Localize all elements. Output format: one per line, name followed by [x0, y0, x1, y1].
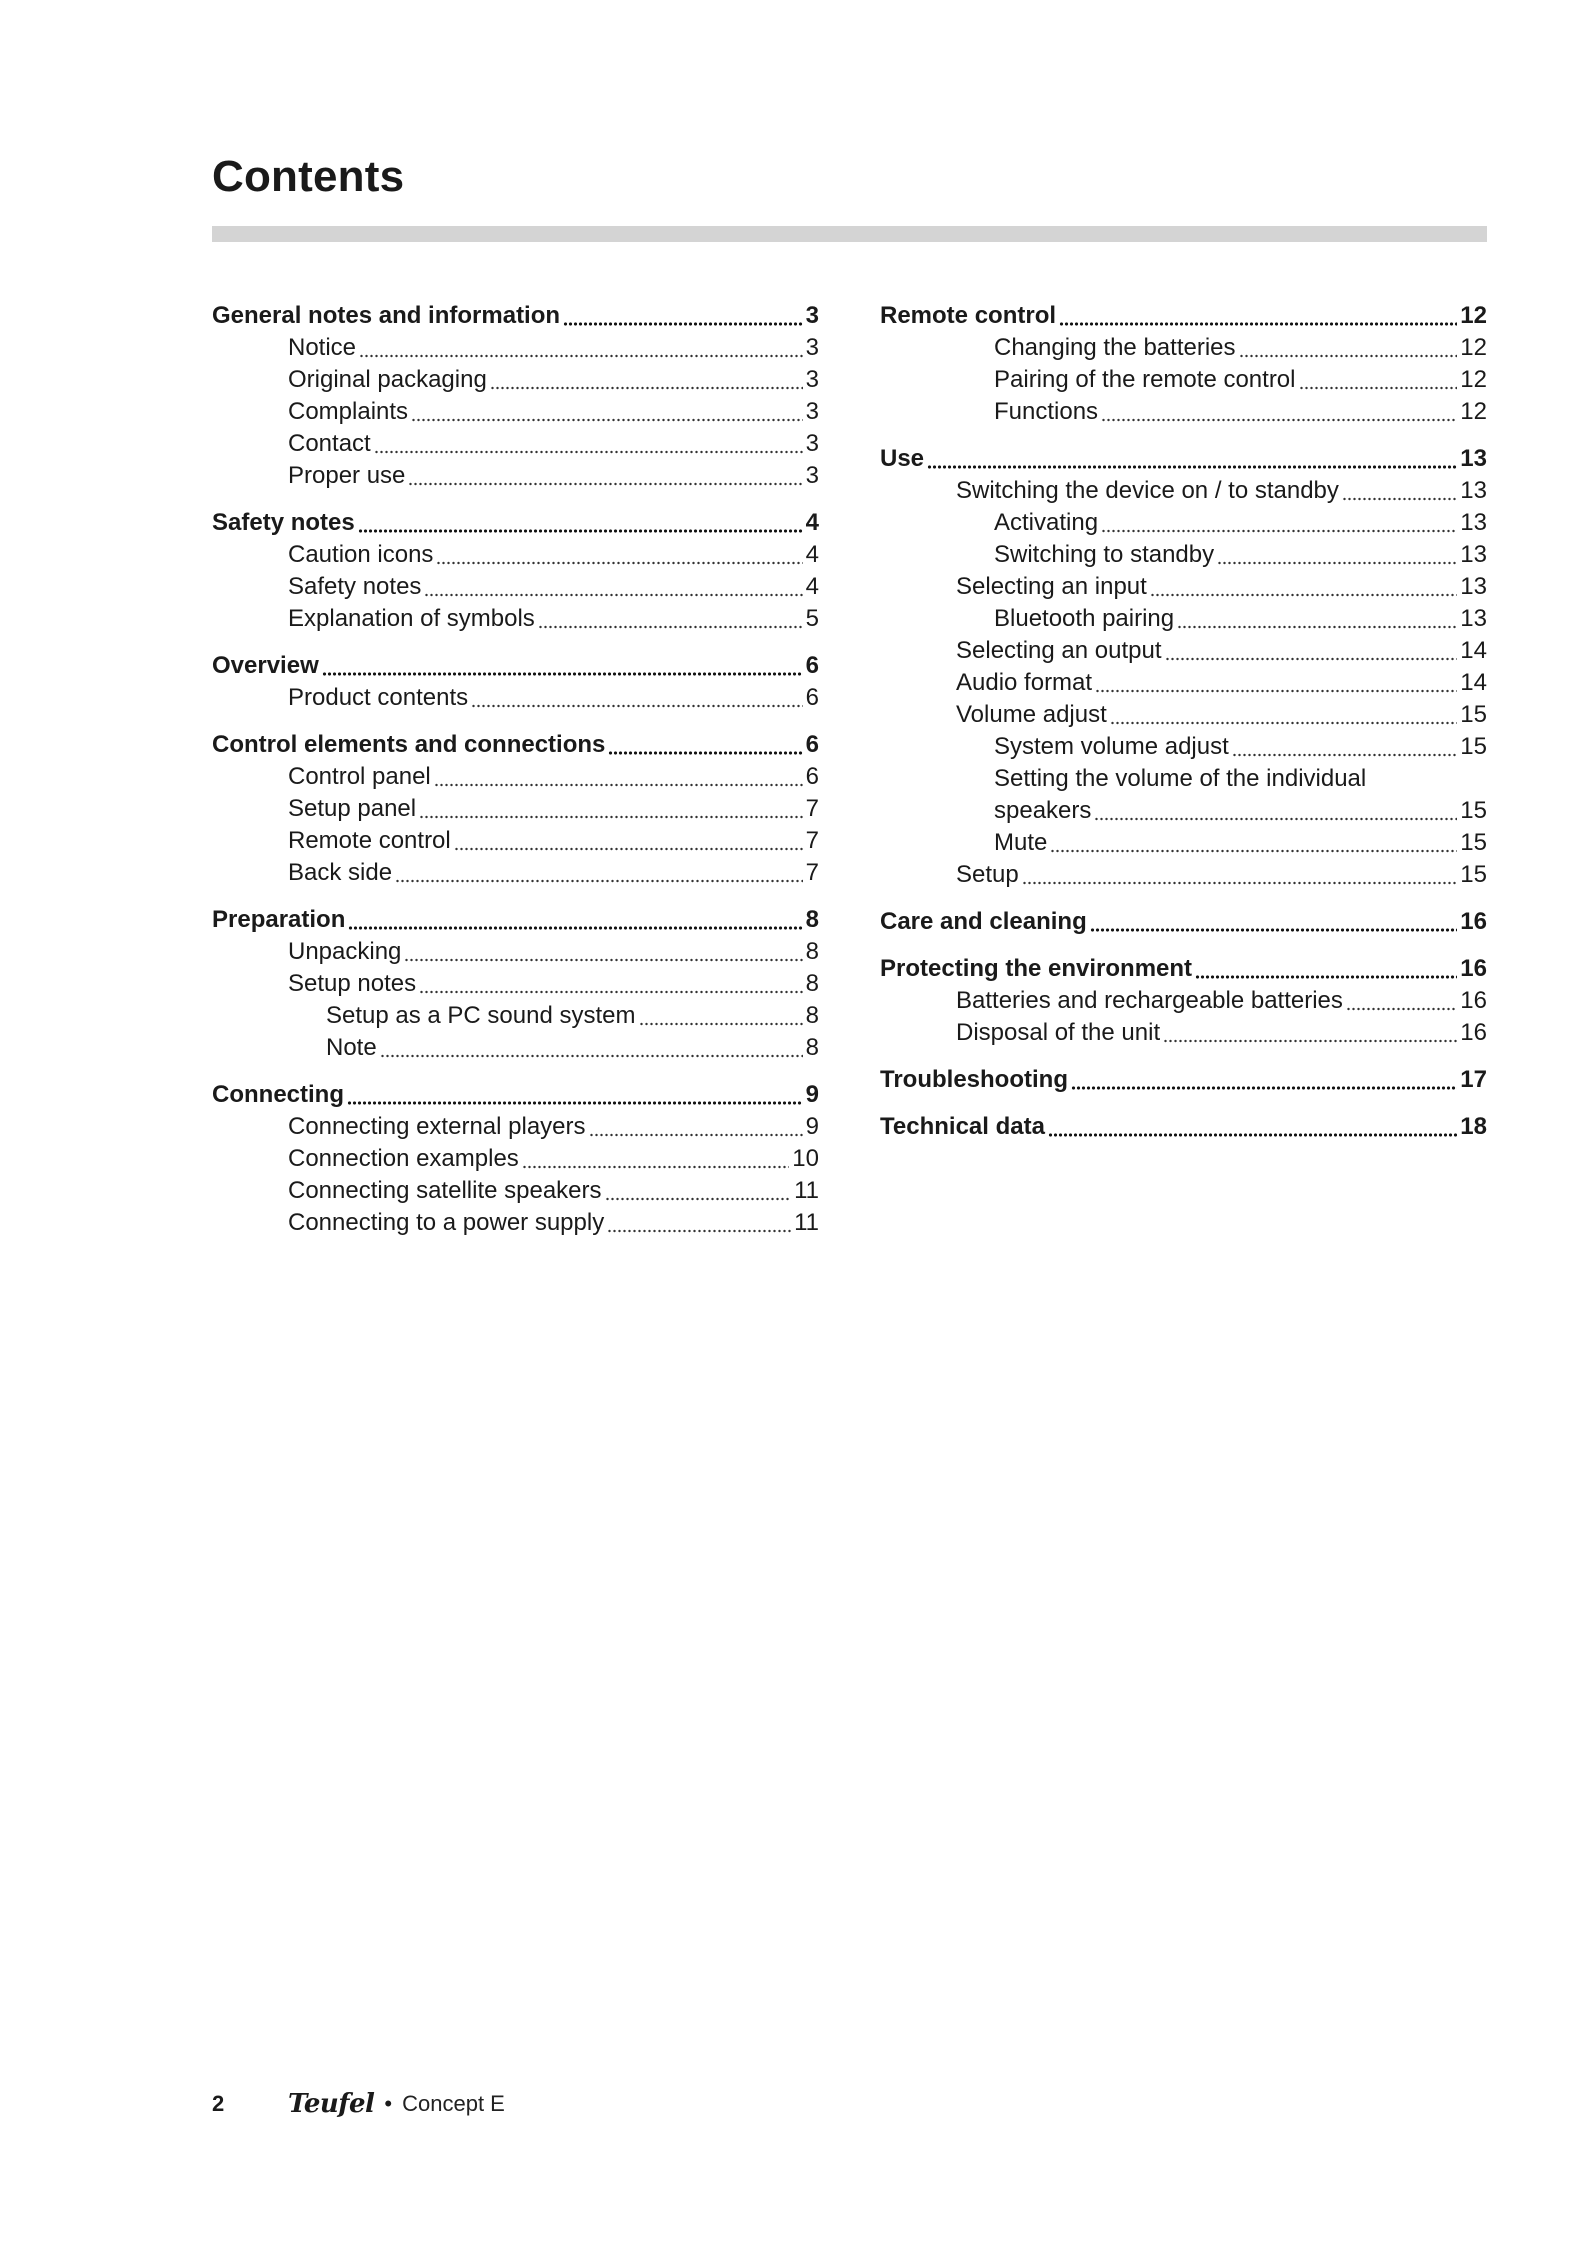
dot-leader [1217, 561, 1457, 565]
toc-entry-page-number: 8 [805, 906, 819, 933]
toc-entry-proper-use[interactable] [212, 460, 819, 492]
toc-entry-label: Safety notes [212, 509, 355, 536]
toc-section [880, 906, 1487, 938]
toc-entry-label: Mute [994, 829, 1048, 856]
toc-entry-label: Activating [994, 509, 1099, 536]
dot-leader [607, 1229, 791, 1233]
toc-entry-page-number: 16 [1460, 1019, 1487, 1046]
toc-entry-audio-format[interactable] [880, 667, 1487, 699]
dot-leader [1232, 753, 1458, 757]
toc-entry-label: Setup notes [288, 970, 417, 997]
toc-entry-page-number: 16 [1460, 987, 1487, 1014]
toc-entry-safety-notes[interactable] [212, 571, 819, 603]
dot-leader [436, 561, 802, 565]
toc-entry-protecting-the-environment[interactable] [880, 953, 1487, 985]
toc-section [212, 507, 819, 635]
toc-entry-connecting-to-a-power-supply[interactable] [212, 1207, 819, 1239]
dot-leader [608, 751, 802, 755]
toc-entry-system-volume-adjust[interactable] [880, 731, 1487, 763]
toc-entry-label: Connecting external players [288, 1113, 586, 1140]
toc-entry-label: Connecting to a power supply [288, 1209, 605, 1236]
toc-entry-page-number: 14 [1460, 669, 1487, 696]
toc-entry-page-number: 12 [1460, 398, 1487, 425]
dot-leader [411, 418, 803, 422]
toc-entry-page-number: 8 [805, 970, 819, 997]
toc-left-column [212, 300, 819, 1254]
toc-entry-note[interactable] [212, 1032, 819, 1064]
dot-leader [927, 465, 1457, 469]
dot-leader [395, 879, 803, 883]
toc-entry-label: Proper use [288, 462, 406, 489]
title-rule [212, 226, 1487, 242]
toc-entry-label: Connection examples [288, 1145, 519, 1172]
toc-entry-page-number: 13 [1460, 477, 1487, 504]
toc-entry-page-number: 8 [805, 938, 819, 965]
toc-entry-product-contents[interactable] [212, 682, 819, 714]
toc-entry-setup-as-a-pc-sound-system[interactable] [212, 1000, 819, 1032]
toc-entry-page-number: 3 [805, 302, 819, 329]
dot-leader [424, 593, 802, 597]
toc-entry-label: Setup [956, 861, 1019, 888]
dot-leader [605, 1197, 792, 1201]
toc-entry-label: Explanation of symbols [288, 605, 535, 632]
toc-entry-label: Control elements and connections [212, 731, 606, 758]
toc-entry-explanation-of-symbols[interactable] [212, 603, 819, 635]
footer-separator: • [384, 2091, 393, 2116]
dot-leader [374, 450, 803, 454]
dot-leader [589, 1133, 803, 1137]
toc-entry-unpacking[interactable] [212, 936, 819, 968]
dot-leader [471, 704, 803, 708]
toc-entry-use[interactable] [880, 443, 1487, 475]
toc-entry-page-number: 15 [1460, 797, 1487, 824]
toc-entry-label: speakers [994, 797, 1092, 824]
toc-entry-switching-the-device-on-to-standby[interactable] [880, 475, 1487, 507]
toc-entry-label: Use [880, 445, 925, 472]
toc-entry-mute[interactable] [880, 827, 1487, 859]
toc-entry-label: Original packaging [288, 366, 487, 393]
toc-entry-selecting-an-input[interactable] [880, 571, 1487, 603]
toc-section [212, 904, 819, 1064]
toc-entry-label: Overview [212, 652, 319, 679]
toc-entry-connecting-satellite-speakers[interactable] [212, 1175, 819, 1207]
dot-leader [1101, 418, 1457, 422]
toc-entry-page-number: 13 [1460, 509, 1487, 536]
toc-entry-page-number: 16 [1460, 908, 1487, 935]
toc-entry-label: Note [326, 1034, 377, 1061]
toc-entry-label: Remote control [880, 302, 1057, 329]
toc-entry-page-number: 6 [805, 684, 819, 711]
toc-section [880, 443, 1487, 891]
page-title: Contents [212, 152, 405, 201]
toc-entry-page-number: 7 [805, 859, 819, 886]
toc-entry-label: Functions [994, 398, 1099, 425]
toc-entry-overview[interactable] [212, 650, 819, 682]
toc-entry-page-number: 16 [1460, 955, 1487, 982]
dot-leader [1163, 1039, 1457, 1043]
toc-section [212, 650, 819, 714]
toc-entry-control-panel[interactable] [212, 761, 819, 793]
toc-entry-selecting-an-output[interactable] [880, 635, 1487, 667]
toc-entry-label: Setting the volume of the individual [994, 765, 1367, 792]
toc-entry-label: Selecting an input [956, 573, 1147, 600]
toc-section [880, 300, 1487, 428]
toc-entry-setup[interactable] [880, 859, 1487, 891]
dot-leader [1090, 928, 1458, 932]
toc-entry-page-number: 15 [1460, 861, 1487, 888]
toc-entry-caution-icons[interactable] [212, 539, 819, 571]
dot-leader [1110, 721, 1458, 725]
toc-entry-label: Safety notes [288, 573, 422, 600]
toc-entry-page-number: 3 [805, 366, 819, 393]
toc-entry-page-number: 10 [792, 1145, 819, 1172]
dot-leader [1101, 529, 1457, 533]
toc-entry-label: Switching to standby [994, 541, 1215, 568]
toc-entry-label: Switching the device on / to standby [956, 477, 1339, 504]
dot-leader [1195, 975, 1457, 979]
toc-entry-label: Setup panel [288, 795, 417, 822]
toc-entry-setting-the-volume-of-the-individual[interactable] [880, 763, 1487, 795]
dot-leader [359, 354, 803, 358]
toc-entry-page-number: 9 [805, 1113, 819, 1140]
toc-entry-page-number: 3 [805, 462, 819, 489]
toc-entry-bluetooth-pairing[interactable] [880, 603, 1487, 635]
toc-entry-page-number: 4 [805, 541, 819, 568]
toc-entry-label: Complaints [288, 398, 409, 425]
toc-entry-page-number: 3 [805, 398, 819, 425]
toc-entry-label: Volume adjust [956, 701, 1107, 728]
dot-leader [404, 958, 802, 962]
toc-entry-page-number: 8 [805, 1034, 819, 1061]
dot-leader [1050, 849, 1457, 853]
toc-entry-label: Connecting satellite speakers [288, 1177, 602, 1204]
toc-entry-label: Audio format [956, 669, 1093, 696]
dot-leader [1299, 386, 1458, 390]
toc-entry-page-number: 4 [805, 509, 819, 536]
toc-entry-label: System volume adjust [994, 733, 1229, 760]
dot-leader [522, 1165, 789, 1169]
toc-entry-page-number: 5 [805, 605, 819, 632]
toc-entry-page-number: 4 [805, 573, 819, 600]
toc-entry-page-number: 6 [805, 763, 819, 790]
toc-entry-page-number: 9 [805, 1081, 819, 1108]
toc-entry-label: Setup as a PC sound system [326, 1002, 636, 1029]
toc-entry-label: Pairing of the remote control [994, 366, 1296, 393]
toc-entry-care-and-cleaning[interactable] [880, 906, 1487, 938]
toc-entry-changing-the-batteries[interactable] [880, 332, 1487, 364]
footer-product-name: Concept E [402, 2091, 505, 2116]
toc-entry-safety-notes[interactable] [212, 507, 819, 539]
toc-entry-label: Back side [288, 859, 393, 886]
toc-section [212, 1079, 819, 1239]
toc-entry-label: Troubleshooting [880, 1066, 1068, 1093]
toc-entry-label: Disposal of the unit [956, 1019, 1161, 1046]
toc-entry-connection-examples[interactable] [212, 1143, 819, 1175]
dot-leader [419, 990, 803, 994]
toc-entry-label: Remote control [288, 827, 451, 854]
toc-entry-setup-panel[interactable] [212, 793, 819, 825]
dot-leader [1059, 322, 1457, 326]
toc-entry-page-number: 13 [1460, 573, 1487, 600]
dot-leader [1346, 1007, 1457, 1011]
toc-entry-technical-data[interactable] [880, 1111, 1487, 1143]
toc-entry-label: Notice [288, 334, 357, 361]
toc-entry-label: General notes and information [212, 302, 561, 329]
toc-entry-label: Unpacking [288, 938, 402, 965]
dot-leader [1342, 497, 1457, 501]
brand-logo: Teufel [288, 2089, 375, 2119]
toc-entry-troubleshooting[interactable] [880, 1064, 1487, 1096]
dot-leader [347, 1101, 803, 1105]
toc-entry-speakers[interactable] [880, 795, 1487, 827]
toc-entry-activating[interactable] [880, 507, 1487, 539]
toc-entry-pairing-of-the-remote-control[interactable] [880, 364, 1487, 396]
toc-entry-page-number: 11 [794, 1177, 819, 1204]
toc-entry-page-number: 12 [1460, 366, 1487, 393]
toc-entry-notice[interactable] [212, 332, 819, 364]
dot-leader [1048, 1133, 1457, 1137]
toc-section [212, 300, 819, 492]
dot-leader [419, 815, 803, 819]
toc-entry-page-number: 13 [1460, 445, 1487, 472]
toc-entry-label: Bluetooth pairing [994, 605, 1175, 632]
toc-entry-label: Contact [288, 430, 371, 457]
dot-leader [454, 847, 803, 851]
toc-entry-original-packaging[interactable] [212, 364, 819, 396]
toc-entry-page-number: 12 [1460, 302, 1487, 329]
toc-entry-connecting-external-players[interactable] [212, 1111, 819, 1143]
toc-entry-label: Selecting an output [956, 637, 1162, 664]
dot-leader [434, 783, 803, 787]
dot-leader [639, 1022, 803, 1026]
dot-leader [348, 926, 802, 930]
page-footer [212, 2088, 505, 2120]
dot-leader [1095, 689, 1457, 693]
dot-leader [538, 625, 803, 629]
toc-entry-remote-control[interactable] [880, 300, 1487, 332]
toc-entry-page-number: 7 [805, 795, 819, 822]
toc-entry-remote-control[interactable] [212, 825, 819, 857]
dot-leader [1071, 1086, 1457, 1090]
toc-entry-preparation[interactable] [212, 904, 819, 936]
dot-leader [380, 1054, 803, 1058]
toc-section [880, 1064, 1487, 1096]
toc-entry-page-number: 18 [1460, 1113, 1487, 1140]
dot-leader [1239, 354, 1458, 358]
dot-leader [1022, 881, 1458, 885]
toc-entry-page-number: 8 [805, 1002, 819, 1029]
toc-section [212, 729, 819, 889]
toc-entry-label: Control panel [288, 763, 431, 790]
dot-leader [563, 322, 803, 326]
toc-entry-page-number: 6 [805, 731, 819, 758]
toc-section [880, 953, 1487, 1049]
toc-entry-page-number: 7 [805, 827, 819, 854]
dot-leader [1177, 625, 1457, 629]
toc-entry-page-number: 12 [1460, 334, 1487, 361]
toc-entry-back-side[interactable] [212, 857, 819, 889]
toc-entry-functions[interactable] [880, 396, 1487, 428]
toc-entry-page-number: 17 [1460, 1066, 1487, 1093]
toc-entry-complaints[interactable] [212, 396, 819, 428]
toc-entry-page-number: 14 [1460, 637, 1487, 664]
dot-leader [322, 672, 803, 676]
toc-entry-general-notes-and-information[interactable] [212, 300, 819, 332]
toc-entry-page-number: 11 [794, 1209, 819, 1236]
toc-entry-page-number: 6 [805, 652, 819, 679]
toc-entry-label: Care and cleaning [880, 908, 1087, 935]
dot-leader [1094, 817, 1457, 821]
toc-entry-label: Caution icons [288, 541, 434, 568]
toc-entry-label: Connecting [212, 1081, 344, 1108]
dot-leader [1150, 593, 1457, 597]
toc-entry-page-number: 15 [1460, 733, 1487, 760]
toc-entry-contact[interactable] [212, 428, 819, 460]
toc-section [880, 1111, 1487, 1143]
toc-entry-page-number: 15 [1460, 829, 1487, 856]
dot-leader [358, 529, 803, 533]
toc-entry-page-number: 13 [1460, 541, 1487, 568]
dot-leader [408, 482, 802, 486]
toc-entry-page-number: 15 [1460, 701, 1487, 728]
toc-entry-page-number: 3 [805, 334, 819, 361]
toc-entry-disposal-of-the-unit[interactable] [880, 1017, 1487, 1049]
toc-entry-control-elements-and-connections[interactable] [212, 729, 819, 761]
toc-entry-label: Product contents [288, 684, 469, 711]
dot-leader [1165, 657, 1458, 661]
toc-entry-batteries-and-rechargeable-batteries[interactable] [880, 985, 1487, 1017]
toc-entry-label: Batteries and rechargeable batteries [956, 987, 1343, 1014]
toc-entry-page-number: 3 [805, 430, 819, 457]
toc-entry-switching-to-standby[interactable] [880, 539, 1487, 571]
dot-leader [490, 386, 803, 390]
toc-entry-label: Preparation [212, 906, 346, 933]
toc-entry-label: Changing the batteries [994, 334, 1236, 361]
toc-entry-connecting[interactable] [212, 1079, 819, 1111]
toc-right-column [880, 300, 1487, 1158]
toc-entry-setup-notes[interactable] [212, 968, 819, 1000]
toc-entry-page-number: 13 [1460, 605, 1487, 632]
footer-page-number: 2 [212, 2091, 225, 2116]
toc-entry-label: Protecting the environment [880, 955, 1193, 982]
toc-entry-label: Technical data [880, 1113, 1045, 1140]
toc-entry-volume-adjust[interactable] [880, 699, 1487, 731]
